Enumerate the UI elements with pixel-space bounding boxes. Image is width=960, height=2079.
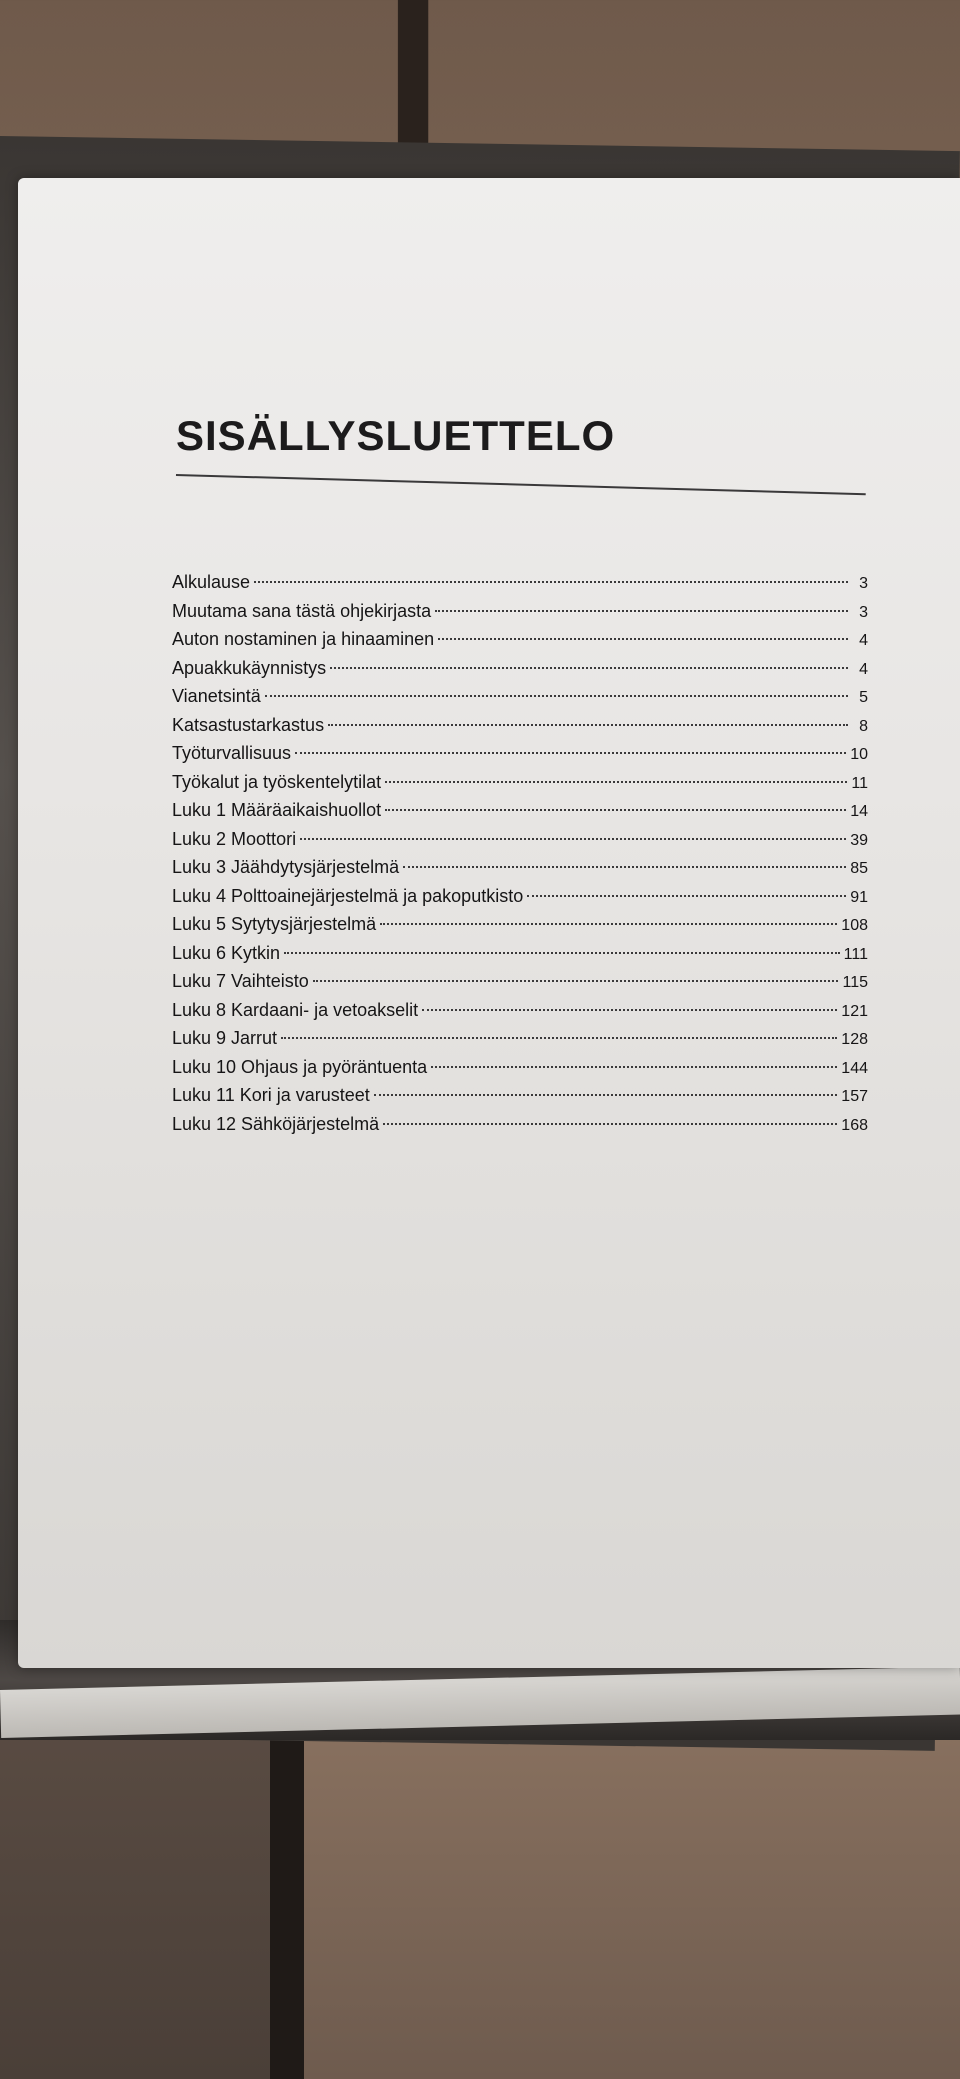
toc-entry (172, 910, 868, 939)
toc-leader-dots (295, 752, 846, 754)
toc-entry-label: Alkulause (172, 572, 251, 592)
toc-leader-dots (385, 781, 847, 783)
toc-entry-page: 91 (850, 888, 868, 906)
toc-entry (172, 882, 868, 911)
toc-entry-label: Luku 4 Polttoainejärjestelmä ja pakoputkisto (172, 885, 524, 906)
toc-entry-label: Luku 12 Sähköjärjestelmä (172, 1113, 380, 1134)
toc-entry (172, 796, 868, 825)
toc-entry-label: Muutama sana tästä ohjekirjasta (172, 600, 432, 621)
toc-leader-dots (431, 1066, 837, 1068)
toc-entry-label: Luku 11 Kori ja varusteet (172, 1085, 370, 1105)
toc-entry (172, 853, 868, 882)
toc-entry-label: Luku 2 Moottori (172, 828, 297, 849)
floor-background (0, 1700, 270, 2079)
toc-entry (172, 1110, 868, 1139)
toc-leader-dots (527, 895, 846, 897)
toc-entry (172, 711, 868, 740)
toc-entry-label: Auton nostaminen ja hinaaminen (172, 629, 435, 649)
toc-entry (172, 967, 868, 996)
toc-entry-page: 10 (850, 746, 868, 763)
toc-entry-page: 85 (850, 860, 868, 877)
toc-entry (172, 1053, 868, 1082)
toc-entry-label: Katsastustarkastus (172, 714, 325, 735)
toc-leader-dots (383, 1123, 837, 1125)
toc-entry (172, 682, 868, 711)
toc-leader-dots (254, 581, 848, 583)
toc-entry-page: 121 (841, 1002, 868, 1020)
toc-entry-page: 8 (859, 717, 868, 735)
toc-leader-dots (330, 667, 848, 669)
toc-entry-label: Luku 1 Määräaikaishuollot (172, 800, 382, 820)
toc-entry-label: Työkalut ja työskentelytilat (172, 771, 382, 792)
toc-entry (172, 568, 868, 597)
toc-entry-label: Vianetsintä (172, 686, 261, 706)
toc-entry-page: 108 (841, 917, 868, 934)
floor-seam (270, 1700, 304, 2079)
toc-leader-dots (313, 980, 839, 982)
toc-entry-label: Luku 5 Sytytysjärjestelmä (172, 914, 377, 934)
toc-entry-page: 111 (843, 945, 868, 963)
toc-entry-page: 14 (850, 803, 868, 820)
toc-entry-page: 168 (841, 1116, 868, 1134)
toc-entry (172, 996, 868, 1025)
toc-leader-dots (328, 724, 848, 726)
toc-entry-page: 4 (859, 632, 868, 649)
toc-leader-dots (385, 809, 846, 811)
toc-entry-page: 157 (841, 1088, 868, 1105)
toc-leader-dots (300, 838, 846, 840)
toc-entry-label: Luku 8 Kardaani- ja vetoakselit (172, 999, 419, 1020)
toc-entry-label: Apuakkukäynnistys (172, 657, 327, 678)
table-of-contents (172, 568, 868, 1138)
toc-entry-page: 3 (859, 603, 868, 621)
toc-entry-label: Luku 7 Vaihteisto (172, 971, 309, 991)
toc-leader-dots (438, 638, 848, 640)
toc-leader-dots (403, 866, 846, 868)
toc-entry-page: 39 (850, 831, 868, 849)
toc-leader-dots (374, 1094, 838, 1096)
page-title: SISÄLLYSLUETTELO (176, 412, 616, 459)
toc-entry (172, 768, 868, 797)
toc-entry (172, 1024, 868, 1053)
toc-entry (172, 739, 868, 768)
toc-entry-label: Luku 6 Kytkin (172, 942, 281, 963)
toc-entry-label: Luku 10 Ohjaus ja pyöräntuenta (172, 1056, 428, 1077)
floor-background (304, 1700, 960, 2079)
toc-entry (172, 825, 868, 854)
toc-entry (172, 939, 868, 968)
toc-entry (172, 625, 868, 654)
toc-leader-dots (284, 952, 840, 954)
toc-leader-dots (265, 695, 848, 697)
toc-entry (172, 597, 868, 626)
toc-entry-label: Luku 9 Jarrut (172, 1028, 278, 1048)
toc-entry-page: 3 (859, 575, 868, 592)
toc-entry (172, 1081, 868, 1110)
toc-entry (172, 654, 868, 683)
toc-entry-page: 115 (842, 974, 868, 991)
toc-entry-label: Luku 3 Jäähdytysjärjestelmä (172, 857, 400, 877)
toc-entry-page: 4 (859, 660, 868, 678)
toc-entry-page: 144 (841, 1059, 868, 1077)
toc-entry-label: Työturvallisuus (172, 743, 292, 763)
toc-entry-page: 128 (841, 1031, 868, 1048)
toc-leader-dots (281, 1037, 837, 1039)
toc-entry-page: 5 (859, 689, 868, 706)
toc-leader-dots (435, 610, 848, 612)
toc-entry-page: 11 (851, 774, 868, 792)
toc-leader-dots (380, 923, 837, 925)
toc-leader-dots (422, 1009, 837, 1011)
